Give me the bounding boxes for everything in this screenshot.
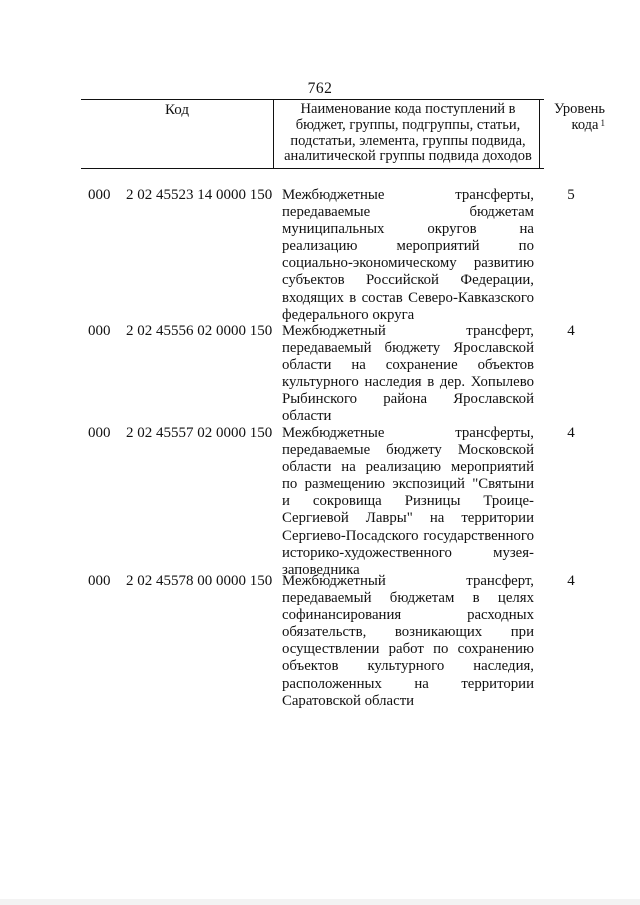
row-prefix: 000 <box>88 323 111 339</box>
row-prefix: 000 <box>88 425 111 441</box>
row-code: 2 02 45578 00 0000 150 <box>126 573 273 589</box>
row-name: Межбюджетные трансферты, передаваемые бюджету Московской области на реализацию мероприятий по размещению экспозиций "Святыни и сокровища Ризницы Троице-Сергиевой Лавры" на территории Сергиево-Посадского государственного историко-художественного музея-заповедника <box>282 425 534 578</box>
row-code: 2 02 45523 14 0000 150 <box>126 187 273 203</box>
row-prefix: 000 <box>88 573 111 589</box>
header-level-label: Уровень кода <box>553 101 605 133</box>
header-level-footnote: 1 <box>600 117 605 128</box>
row-prefix: 000 <box>88 187 111 203</box>
row-level: 4 <box>567 425 575 441</box>
row-name: Межбюджетные трансферты, передаваемые бюджетам муниципальных округов на реализацию мероприятий по социально-экономическому развитию субъектов Российской Федерации, входящих в состав Северо-Кавказского федерального округа <box>282 187 534 323</box>
page-number: 762 <box>307 80 333 97</box>
row-level: 4 <box>567 323 575 339</box>
header-code: Код <box>165 102 189 118</box>
row-code: 2 02 45556 02 0000 150 <box>126 323 273 339</box>
row-name: Межбюджетный трансферт, передаваемый бюджету Ярославской области на сохранение объектов культурного наследия в дер. Хопылево Рыбинского района Ярославской области <box>282 323 534 425</box>
row-code: 2 02 45557 02 0000 150 <box>126 425 273 441</box>
page-bottom-edge <box>0 899 640 905</box>
row-name: Межбюджетный трансферт, передаваемый бюджетам в целях софинансирования расходных обязательств, возникающих при осуществлении работ по сохранению объектов культурного наследия, расположенных на территории Саратовской области <box>282 573 534 709</box>
header-name: Наименование кода поступлений в бюджет, группы, подгруппы, статьи, подстатьи, элемента, группы подвида, аналитической группы подвида доходов <box>284 101 532 165</box>
row-level: 5 <box>567 187 575 203</box>
column-divider <box>273 100 274 168</box>
table-header <box>81 99 605 169</box>
header-level <box>537 102 605 134</box>
row-level: 4 <box>567 573 575 589</box>
